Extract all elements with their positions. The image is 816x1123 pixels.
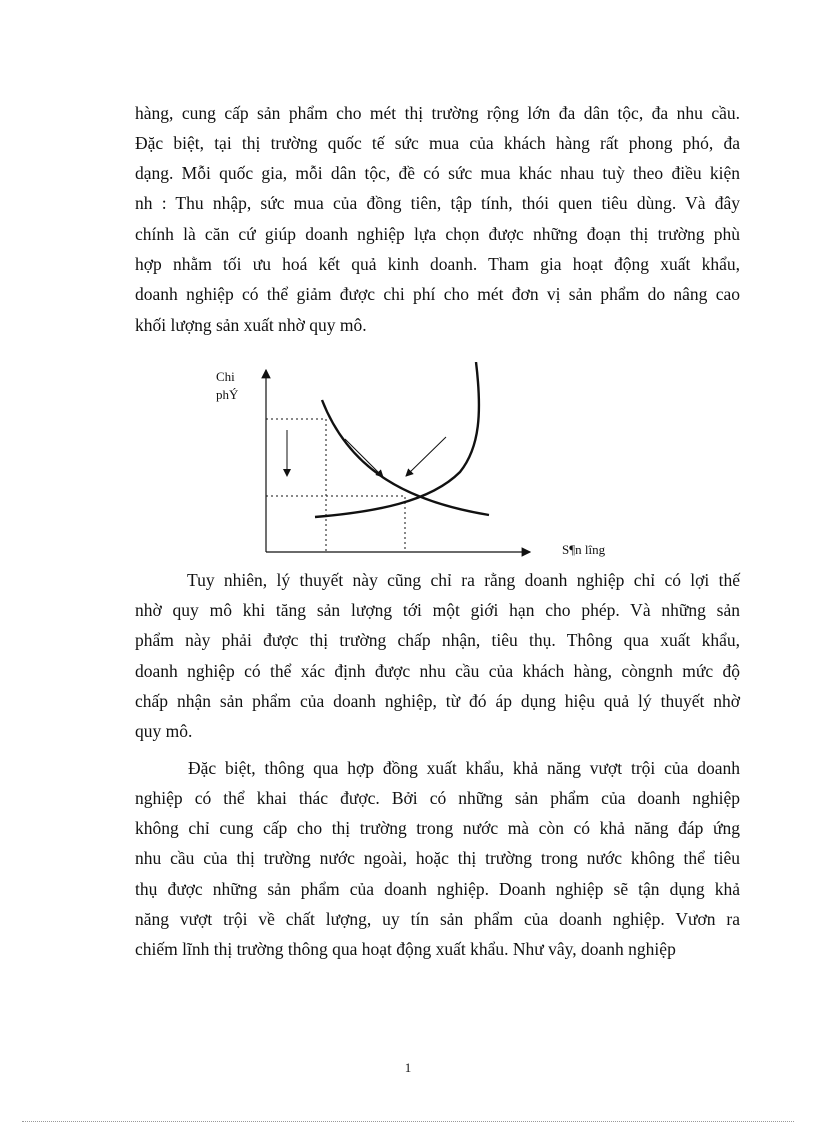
paragraph-2-line: quy mô.	[135, 721, 193, 741]
paragraph-1-line: hợp nhằm tối ưu hoá kết quả kinh doanh. Tham gia hoạt động xuất khẩu,	[135, 254, 740, 274]
paragraph-1-line: khối lượng sản xuất nhờ quy mô.	[135, 315, 367, 335]
paragraph-3-line: không chỉ cung cấp cho thị trường trong nước mà còn có khả năng đáp ứng	[135, 818, 740, 838]
arrow-to-intersection-right	[406, 437, 446, 476]
paragraph-2-line: phẩm này phải được thị trường chấp nhận, tiêu thụ. Thông qua xuất khẩu,	[135, 630, 740, 650]
paragraph-3-line: nghiệp có thể khai thác được. Bởi có những sản phẩm của doanh nghiệp	[135, 788, 740, 808]
y-axis-label-line2: phÝ	[216, 387, 239, 402]
paragraph-1-line: nh : Thu nhập, sức mua của đồng tiên, tập tính, thói quen tiêu dùng. Và đây	[135, 193, 740, 213]
paragraph-3-line: năng vượt trội về chất lượng, uy tín sản phẩm của doanh nghiệp. Vươn ra	[135, 909, 740, 929]
paragraph-2-line: Tuy nhiên, lý thuyết này cũng chỉ ra rằng doanh nghiệp chỉ có lợi thế	[187, 570, 740, 590]
paragraph-3-line: thụ được những sản phẩm của doanh nghiệp. Doanh nghiệp sẽ tận dụng khả	[135, 879, 740, 899]
paragraph-2-line: chấp nhận sản phẩm của doanh nghiệp, từ đó áp dụng hiệu quả lý thuyết nhờ	[135, 691, 740, 711]
paragraph-1-line: doanh nghiệp có thể giảm được chi phí cho mét đơn vị sản phẩm do nâng cao	[135, 284, 740, 304]
paragraph-1-line: dạng. Mỗi quốc gia, mỗi dân tộc, đề có sức mua khác nhau tuỳ theo điều kiện	[135, 163, 740, 183]
paragraph-1-line: Đặc biệt, tại thị trường quốc tế sức mua của khách hàng rất phong phó, đa	[135, 133, 740, 153]
paragraph-1-line: chính là căn cứ giúp doanh nghiệp lựa chọn được những đoạn thị trường phù	[135, 224, 740, 244]
x-axis-label: S¶n lîng	[562, 542, 606, 557]
page-number: 1	[404, 1060, 412, 1075]
paragraph-2-line: nhờ quy mô khi tăng sản lượng tới một giới hạn cho phép. Và những sản	[135, 600, 740, 620]
arrow-to-intersection-left	[345, 439, 383, 477]
dashed-guide-intersection	[266, 496, 405, 552]
u-shaped-cost-curve	[315, 362, 479, 517]
cost-output-chart	[200, 362, 640, 562]
paragraph-3-line: Đặc biệt, thông qua hợp đồng xuất khẩu, khả năng vượt trội của doanh	[188, 758, 740, 778]
page-bottom-rule	[22, 1121, 794, 1122]
paragraph-3-line: nhu cầu của thị trường nước ngoài, hoặc thị trường trong nước không thể tiêu	[135, 848, 740, 868]
y-axis-label-line1: Chi	[216, 369, 235, 384]
paragraph-3-line: chiếm lĩnh thị trường thông qua hoạt động xuất khẩu. Như vây, doanh nghiệp	[135, 939, 676, 959]
paragraph-2-line: doanh nghiệp có thể xác định được nhu cầu của khách hàng, còngnh mức độ	[135, 661, 740, 681]
dashed-guide-upper	[266, 419, 326, 552]
paragraph-1-line: hàng, cung cấp sản phẩm cho mét thị trường rộng lớn đa dân tộc, đa nhu cầu.	[135, 103, 740, 123]
